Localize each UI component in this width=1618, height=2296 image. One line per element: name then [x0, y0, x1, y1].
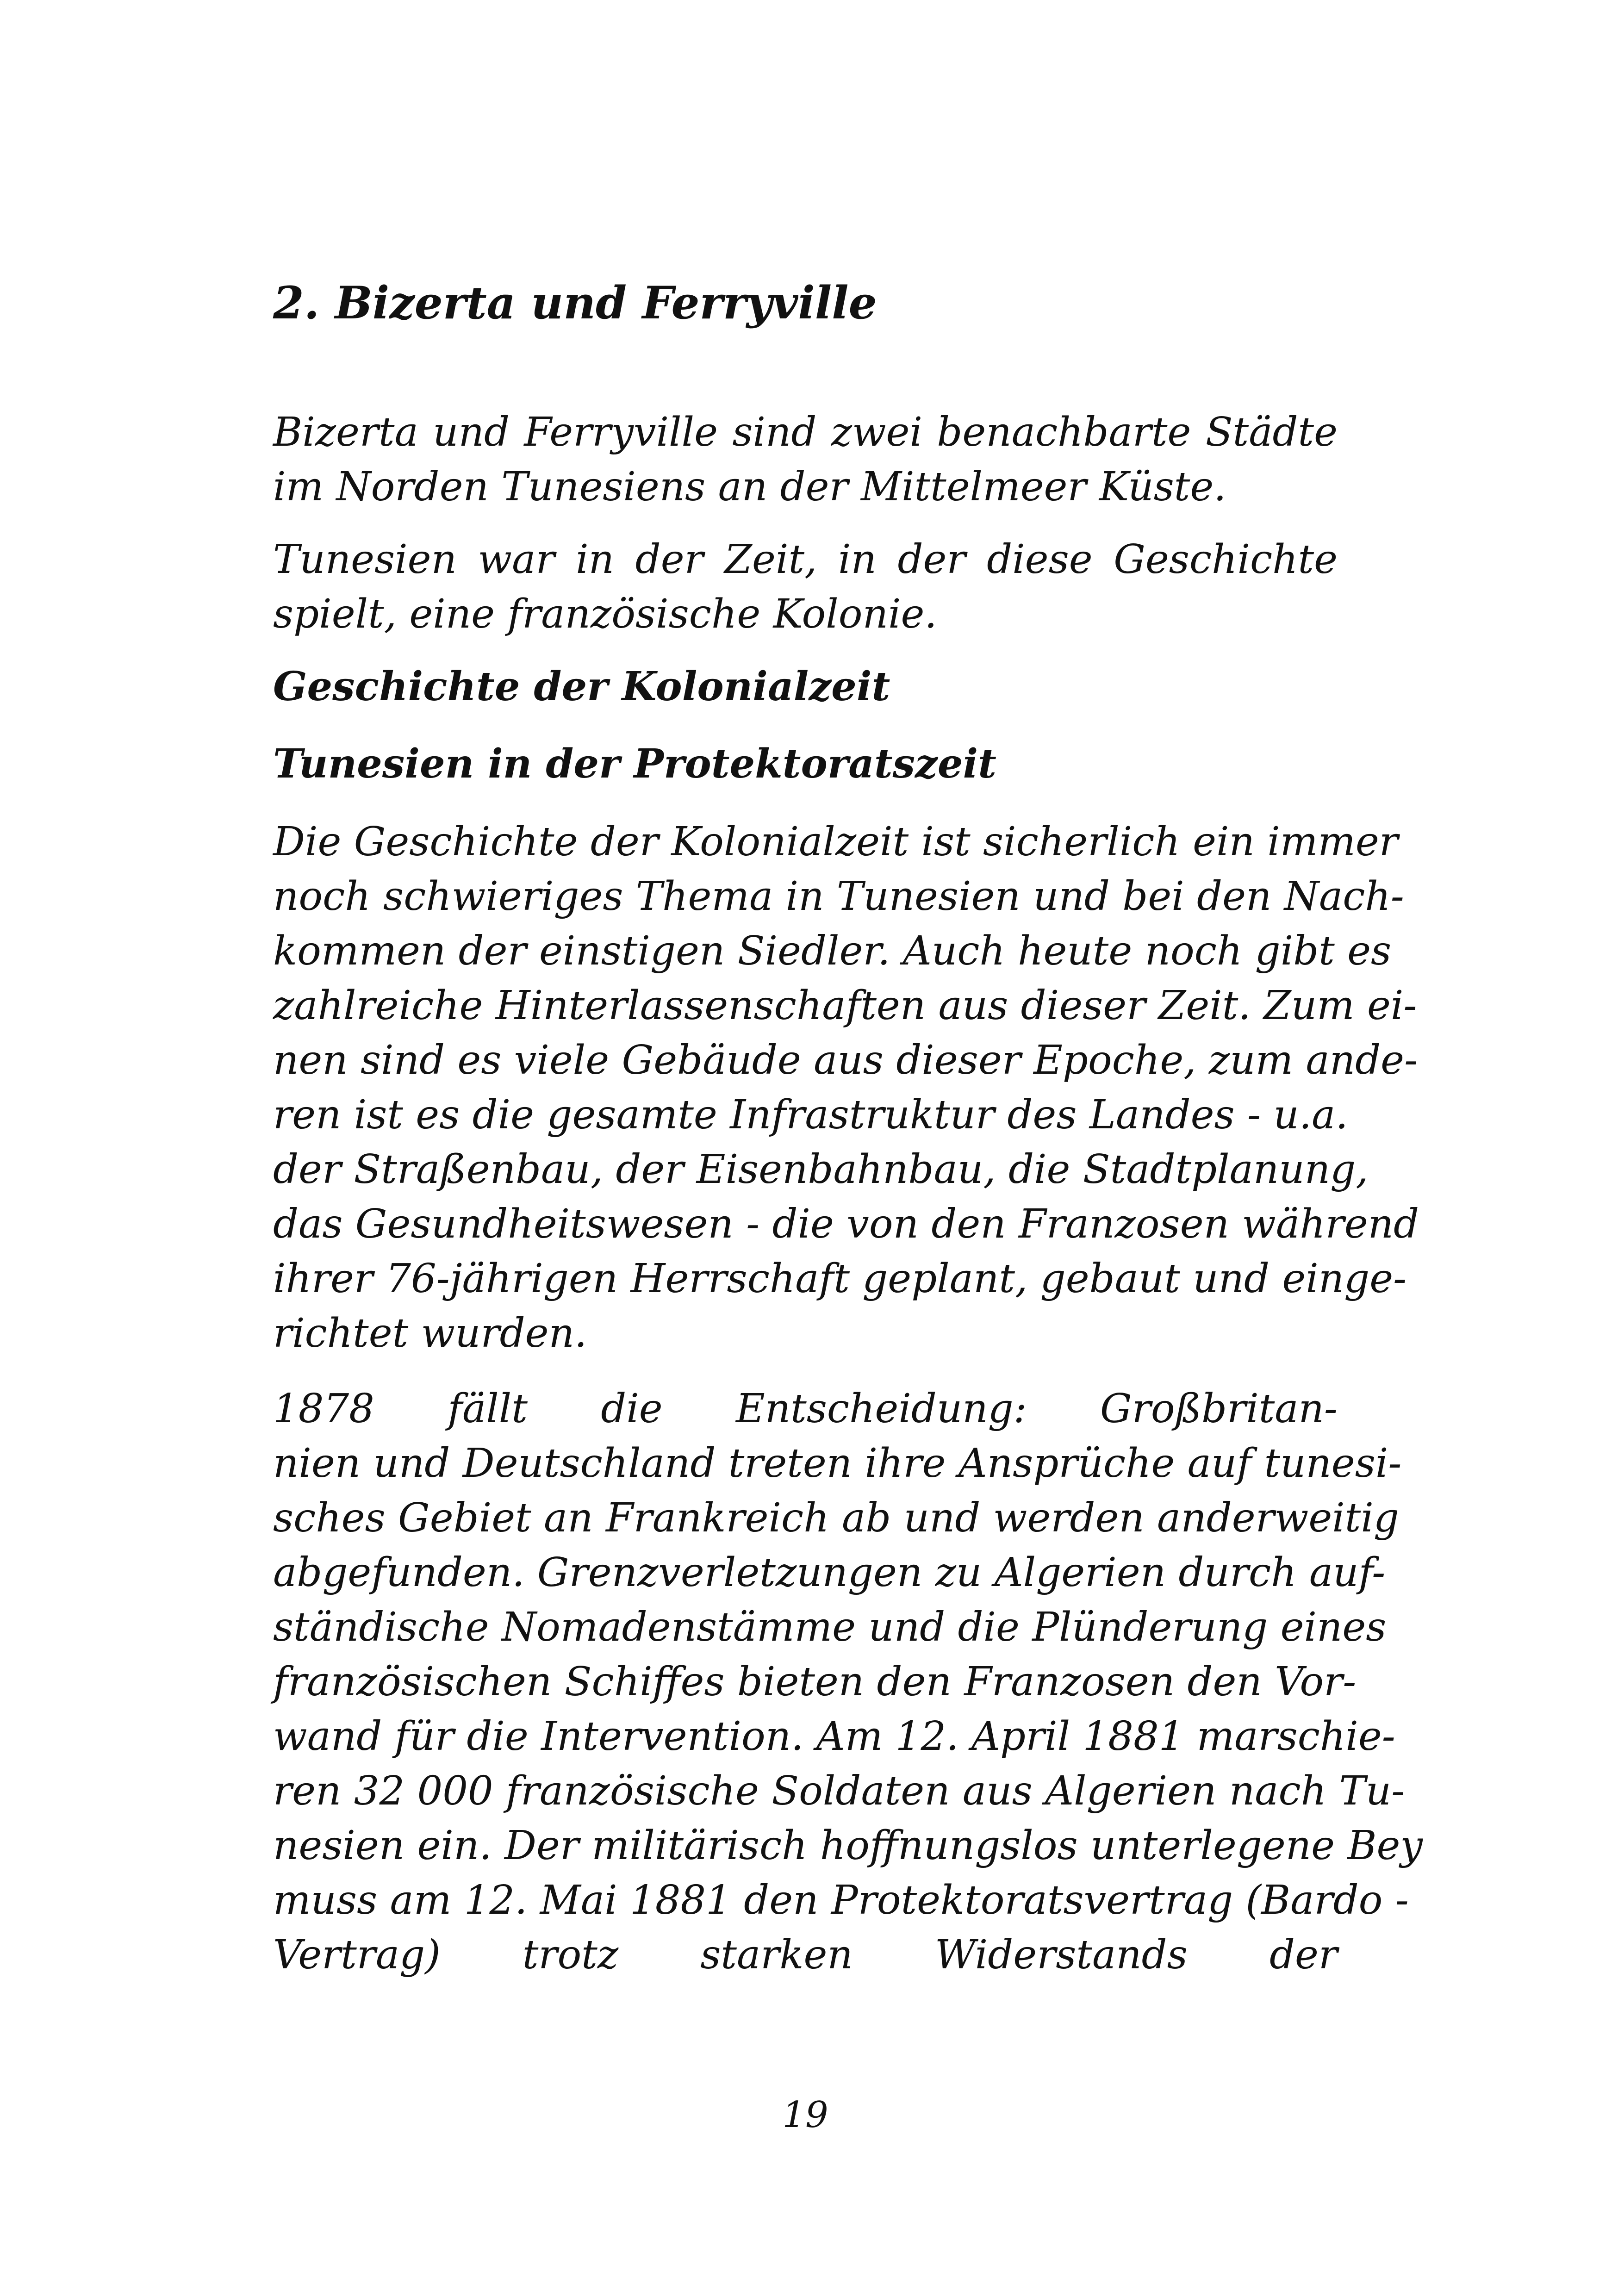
chapter-title: 2. Bizerta und Ferryville [273, 277, 877, 329]
text-line: Die Geschichte der Kolonialzeit ist sicherlich ein immer [273, 819, 1398, 865]
text-line: zahlreiche Hinterlassenschaften aus dieser Zeit. Zum ei- [273, 983, 1417, 1029]
history-1878-paragraph [273, 1381, 1423, 1982]
book-page [273, 0, 1423, 2296]
text-line: noch schwieriges Thema in Tunesien und bei den Nach- [273, 873, 1404, 920]
text-line: Vertrag) trotz starken Widerstands der [273, 1932, 1338, 1978]
text-line: muss am 12. Mai 1881 den Protektoratsvertrag (Bardo - [273, 1877, 1409, 1923]
section-heading-colonial-history: Geschichte der Kolonialzeit [273, 663, 890, 710]
text-line: abgefunden. Grenzverletzungen zu Algerien durch auf- [273, 1549, 1386, 1596]
text-line: ihrer 76-jährigen Herrschaft geplant, gebaut und einge- [273, 1256, 1407, 1302]
colony-paragraph: Tunesien war in der Zeit, in der diese Geschichte spielt, eine französische Kolonie. [273, 536, 1338, 637]
text-line: ständische Nomadenstämme und die Plünderung eines [273, 1604, 1387, 1650]
text-line: das Gesundheitswesen - die von den Franzosen während [273, 1201, 1419, 1247]
text-line: richtet wurden. [273, 1310, 587, 1356]
text-line: französischen Schiffes bieten den Franzosen den Vor- [273, 1659, 1357, 1705]
text-line: der Straßenbau, der Eisenbahnbau, die Stadtplanung, [273, 1146, 1369, 1193]
text-line: ren 32 000 französische Soldaten aus Algerien nach Tu- [273, 1768, 1405, 1814]
section-heading-protectorate: Tunesien in der Protektoratszeit [273, 740, 996, 787]
text-line: nen sind es viele Gebäude aus dieser Epoche, zum ande- [273, 1037, 1418, 1083]
text-line: 1878 fällt die Entscheidung: Großbritan- [273, 1386, 1338, 1432]
text-line: kommen der einstigen Siedler. Auch heute noch gibt es [273, 928, 1392, 974]
text-line: sches Gebiet an Frankreich ab und werden anderweitig [273, 1495, 1399, 1541]
intro-paragraph: Bizerta und Ferryville sind zwei benachbarte Städte im Norden Tunesiens an der Mittelmeer Küste. [273, 409, 1338, 510]
page-number: 19 [782, 2094, 828, 2136]
colonial-legacy-paragraph [273, 815, 1419, 1361]
text-line: wand für die Intervention. Am 12. April 1881 marschie- [273, 1713, 1395, 1760]
text-line: nien und Deutschland treten ihre Ansprüche auf tunesi- [273, 1440, 1402, 1487]
text-line: nesien ein. Der militärisch hoffnungslos unterlegene Bey [273, 1823, 1423, 1869]
text-line: ren ist es die gesamte Infrastruktur des Landes - u.a. [273, 1092, 1348, 1138]
